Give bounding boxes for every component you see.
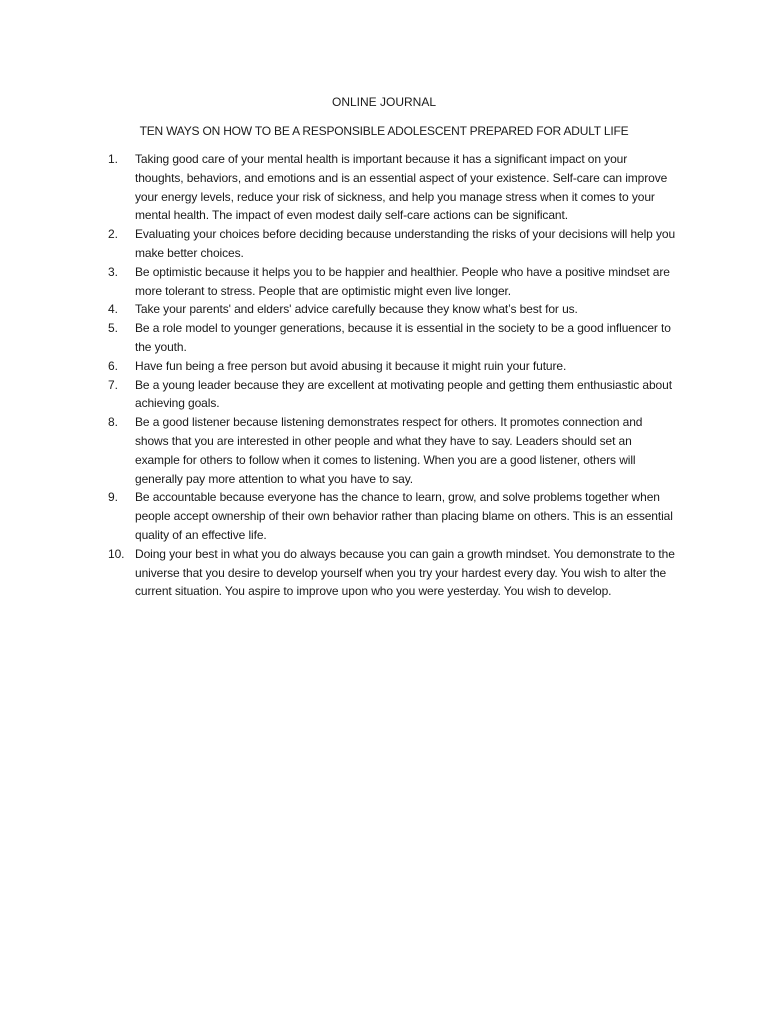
- list-item-text: Take your parents' and elders' advice carefully because they know what’s best for us.: [135, 302, 578, 317]
- list-item-number: 1.: [108, 152, 118, 166]
- list-item-text: Be a role model to younger generations, because it is essential in the society to be a good influencer to the youth.: [135, 321, 671, 354]
- list-item-text: Be a young leader because they are excellent at motivating people and getting them enthusiastic about achieving goals.: [135, 377, 672, 411]
- document-subtitle: TEN WAYS ON HOW TO BE A RESPONSIBLE ADOLESCENT PREPARED FOR ADULT LIFE: [139, 124, 629, 138]
- list-item-text: Evaluating your choices before deciding because understanding the risks of your decisions will help you make better choices.: [135, 227, 676, 260]
- list-item-text: Be optimistic because it helps you to be happier and healthier. People who have a positive mindset are more tolerant to stress. People that are optimistic might even live longer.: [135, 264, 670, 298]
- list-item: [108, 150, 678, 225]
- list-item-number: 9.: [108, 490, 118, 505]
- list-item: [108, 488, 678, 544]
- list-item: [108, 319, 678, 357]
- list-item: [108, 357, 678, 376]
- list-item-number: 7.: [108, 377, 118, 392]
- list-item-number: 10.: [108, 546, 125, 561]
- list-item: [108, 225, 678, 263]
- list-item: [108, 263, 678, 301]
- list-item-number: 4.: [108, 302, 118, 317]
- document-title: ONLINE JOURNAL: [331, 95, 437, 109]
- list-item-number: 3.: [108, 264, 118, 279]
- list-item-number: 5.: [108, 321, 118, 336]
- numbered-list: [108, 150, 678, 601]
- list-item-number: 2.: [108, 227, 118, 242]
- list-item-text: Taking good care of your mental health is important because it has a significant impact on your thoughts, behaviors, and emotions and is an essential aspect of your existence. Self-care can improve your energy levels, reduce your risk of sickness, and help you manage stress when it comes to your mental health. The impact of even modest daily self-care actions can be significant.: [135, 152, 668, 223]
- list-item: [108, 300, 678, 319]
- list-item-text: Be accountable because everyone has the chance to learn, grow, and solve problems together when people accept ownership of their own behavior rather than placing blame on others. This is an essential quality of an effective life.: [135, 490, 673, 542]
- list-item-number: 8.: [108, 415, 118, 430]
- list-item-text: Doing your best in what you do always because you can gain a growth mindset. You demonstrate to the universe that you desire to develop yourself when you try your hardest every day. You wish to alter the current situation. You aspire to improve upon who you were yesterday. You wish to develop.: [135, 546, 675, 599]
- list-item-text: Have fun being a free person but avoid abusing it because it might ruin your future.: [135, 358, 567, 373]
- list-item: [108, 413, 678, 488]
- list-item-text: Be a good listener because listening demonstrates respect for others. It promotes connection and shows that you are interested in other people and what they have to say. Leaders should set an example for others to follow when it comes to listening. When you are a good listener, others will generally pay more attention to what you have to say.: [135, 415, 643, 486]
- list-item-number: 6.: [108, 358, 118, 373]
- list-item: [108, 376, 678, 414]
- list-item: [108, 545, 678, 601]
